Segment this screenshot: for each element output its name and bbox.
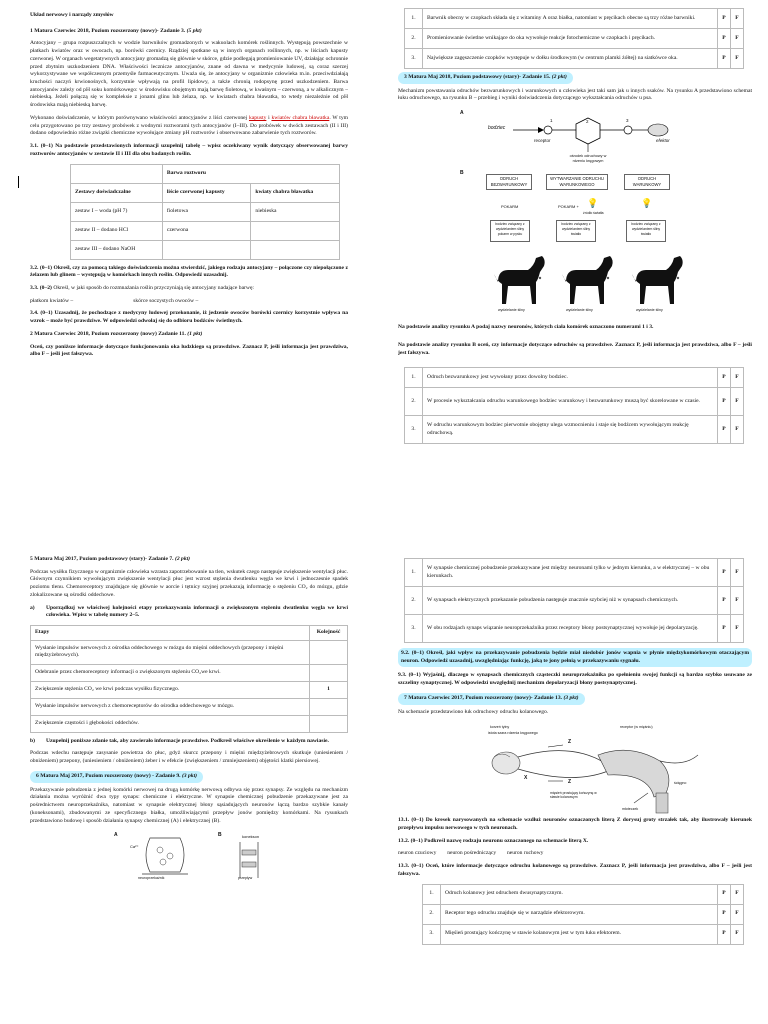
p-option[interactable]: P [718,416,731,444]
f-option[interactable]: F [731,904,744,924]
link-chabra[interactable]: kwiatów chabra bławatka [271,114,330,121]
answer-cell: 1 [310,681,348,698]
question-5b-text: Podczas wdechu następuje zasysanie powietrza do płuc, gdyż skurcz przepony i mięśni międzyżebrowych skutkuje (uniesieniem / obniżeniem) przepony, (uniesieniem / obniżeniem) żeber i w efekcie (zwiększeniem / zmniejszeniem) objętości klatki piersiowej. [30,750,348,765]
table-row: Zwiększenie częstości i głębokości oddechów. [31,715,348,732]
p-option[interactable]: P [718,29,731,49]
table-row: Zwiększenie stężenia CO₂ we krwi podczas wysiłku fizycznego. 1 [31,681,348,698]
page-top-left [30,8,348,513]
table-row: Wysłanie impulsów nerwowych z ośrodka oddechowego w mózgu do mięśni oddechowych (przepony i mięśni międzyżebrowych). [31,640,348,664]
f-option[interactable]: F [731,559,744,587]
figure-reflex-arc: A bodziec receptor efektor 1 2 3 ośrodek odruchowy w rdzeniu kręgowym [398,108,752,170]
section1-para1: Antocyjany – grupa rozpuszczalnych w wodzie barwników gromadzonych w wakuolach komórek roślinnych. Występują powszechnie w płatkach kwiatów oraz w owocach, np. borówki czernicy. Rządziej spotkane są w innych organach roślinnych, np. w liściach kapusty czerwonej. W organach wegetatywnych antocyjany gromadzą się głównie w skórce, gdzie podlegają promieniowanie UV, działając ochronnie przed zbytnim uszkodzeniem DNA. Właściwości lecznicze antocyjanów, znane od dawna w medycynie ludowej, są coraz szerzej wykorzystywane we współczesnym przemyśle farmaceutycznym. Uważa się, że antocyjany w organizmie człowieka m.in. przeciwdziałają kruchości naczyń krwionośnych, korzystnie wpływają na profil lipidowy, a także chronią rodopsynę przed uszkodzeniem. Barwa antocyjanów zależy od pH soku komórkowego: w środowisku obojętnym mają barwę fioletową, w kwaśnym – czerwoną, a w alkalicznym – niebieską. Jeżeli połączą się w kompleksie z jonami glinu lub żelaza, np. w kwiatach chabra bławatka, to wtedy niezależnie od pH środowiska mają niebieską barwę. [30,40,348,109]
table-row: 2. W procesie wykształcania odruchu warunkowego bodziec warunkowy i bezwarunkowy muszą być skorelowane w czasie. P F [405,388,744,416]
question-3-3-fill: płatkom kwiatów – skórce soczystych owoców – [30,297,199,304]
figure-a-label: A [460,110,464,117]
table-row: 3. W odruchu warunkowym bodziec pierwotnie obojętny ulega wzmocnieniu i staje się bodźcem wywołującym reakcję odruchową. P F [405,416,744,444]
table-row: 3. Największe zagęszczenie czopków występuje w dołku środkowym (w centrum plamki żółtej) na siatkówce oka. P F [405,49,744,69]
table-row: 1. Odruch kolanowy jest odruchem dwusynaptycznym. P F [423,884,744,904]
tf-table-eye [404,8,744,69]
f-option[interactable]: F [731,884,744,904]
table-row: 2. Receptor tego odruchu znajduje się w narządzie efektorowym. P F [423,904,744,924]
f-option[interactable]: F [731,615,744,643]
box-unconditioned: ODRUCH BEZWARUNKOWY [486,174,532,190]
table-row: Odebranie przez chemoreceptory informacji o zwiększonym stężeniu CO₂we krwi. [31,664,348,681]
question-13-2-options [398,850,752,858]
box-forming: WYTWARZANIE ODRUCHU WARUNKOWEGO [546,174,608,190]
table-etapy [30,625,348,733]
answer-cell[interactable] [310,715,348,732]
link-kapusty[interactable]: kapusty [248,114,267,121]
table-row: 3. Mięśień prostujący kończynę w stawie kolanowym jest w tym łuku efektorem. P F [423,924,744,944]
question-13-3: 13.3. (0–1) Oceń, które informacje dotyczące odruchu kolanowego są prawdziwe. Zaznacz P, jeśli informacja jest prawdziwa, albo F – jeśli jest fałszywa. [398,863,752,877]
p-option[interactable]: P [718,9,731,29]
question-3-2: 3.2. (0–1) Określ, czy za pomocą takiego doświadczenia można stwierdzić, jakiego rodzaju antocyjany – połączone czy niepołączone z żelazem lub glinem – występują w komórkach innych roślin. Odpowiedź uzasadnij. [30,264,348,279]
dog-silhouette [494,256,545,304]
f-option[interactable]: F [731,368,744,388]
answer-cell[interactable] [251,221,340,240]
figure-knee-reflex: korzeń tylny istota szara rdzenia kręgowego receptor (w mięśniu) młoteczek mięsień prostujący kończynę w stawie kolanowym ścięgno X Z Z [398,721,752,817]
section3-intro: Mechanizm powstawania odruchów bezwarunkowych i warunkowych u człowieka jest taki sam jak u innych ssaków. Na rysunku A przedstawiono schemat łuku odruchowego, na rysunku B – przebieg i wyniki doświadczenia dotyczącego wykształcania odruchów u psa. [398,87,752,102]
dogs-drawing [398,170,752,320]
question-9-3: 9.3. (0–1) Wyjaśnij, dlaczego w synapsach chemicznych cząsteczki neuroprzekaźnika po spełnieniu swojej funkcji są bardzo szybko usuwane ze szczeliny synaptycznej. W odpowiedzi uwzględnij mechanizm depolaryzacji błony postsynaptycznej. [398,672,752,687]
table-row: 3. W obu rodzajach synaps wiązanie neuroprzekaźnika przez receptory błony postsynaptycznej wywołuje jej depolaryzację. P F [405,615,744,643]
section6-para: Przekazywanie pobudzenia z jednej komórki nerwowej na drugą komórkę nerwową odbywa się przez synapsy. Ze względu na mechanizm działania można wyróżnić dwa typy synaps: chemiczne i elektryczne. W synapsie chemicznej pobudzenie przekazywane jest za pośrednictwem neuroprzekaźnika, natomiast w synapsie elektrycznej błony sąsiadujących neuronów łączą bardzo szybkie kanały (koneksonami), zbudowanymi ze specyficznego białka, umożliwiającymi przepływ jonów pomiędzy komórkami. Na rysunkach przedstawiono budowę i sposób działania synapsy chemicznej (A) i elektrycznej (B). [30,786,348,824]
answer-cell[interactable] [162,240,251,259]
question-9-2: 9.2. (0–1) Określ, jaki wpływ na przekazywanie pobudzenia będzie miał niedobór jonów wapnia w płynie międzykomórkowym otaczającym neuron. Odpowiedź uzasadnij, uwzględniając funkcję, jaką te jony pełnią w przekazywaniu sygnału. [398,648,752,667]
figure-conditioning: B ODRUCH BEZWARUNKOWY WYTWARZANIE ODRUCHU WARUNKOWEGO ODRUCH WARUNKOWY POKARM POKARM + 💡 💡 źródło światła bodziec związany z wydzielaniem śliny pokarm w pysku bodziec związany z wydzielaniem śliny światło bodziec związany z wydzielaniem śliny światło wydzielanie śliny wydzielanie śliny wydzielanie śliny [398,170,752,320]
section1-heading: 1 Matura Czerwiec 2018, Poziom rozszerzony (nowy)- Zadanie 3. (5 pkt) [30,27,202,34]
section6-heading: 6 Matura Maj 2017, Poziom rozszerzony (nowy) - Zadanie 9. (3 pkt) [30,771,203,783]
question-13-1: 13.1. (0–1) Do kresek narysowanych na schemacie wzdłuż neuronów oznaczonych literą Z dorysuj groty strzałek tak, aby ilustrowały kierunek przepływu impulsu nerwowego w tych neuronach. [398,817,752,832]
f-option[interactable]: F [731,416,744,444]
page-bottom-right [398,548,752,1024]
etapy-header: Etapy [31,626,310,641]
tf-table-reflex [404,367,744,444]
p-option[interactable]: P [718,368,731,388]
section1-para2: Wykonano doświadczenie, w którym porównywano właściwości antocyjanów z liści czerwonej kapusty i kwiatów chabra bławatka. W tym celu przygotowano po trzy zestawy probówek z wodnymi roztworami tych antocyjanów (I–III). Do probówek w dwóch zestawach (II i III) dodano odpowiednio różne związki chemiczne wywołujące zmiany pH roztworów i obserwowano zabarwienie tych roztworów. [30,114,348,137]
f-option[interactable]: F [731,587,744,615]
table-col3-header: kwiaty chabra bławatka [251,183,340,202]
lightbulb-icon: 💡 [587,198,599,209]
dog-silhouette [632,256,683,304]
knee-reflex-diagram [398,721,752,817]
p-option[interactable]: P [718,884,731,904]
table-row: zestaw I – woda (pH 7) fioletowa niebieska [71,202,340,221]
table-col1-header: Zestawy doświadczalne [71,183,163,202]
question-reflex-tf: Na podstawie analizy rysunku B oceń, czy informacje dotyczące odruchów są prawdziwe. Zaznacz P, jeśli informacja jest prawdziwa, albo F – jeśli jest fałszywa. [398,341,752,356]
table-row: 2. Promieniowanie świetlne wnikające do oka wywołuje reakcje fotochemiczne w czopkach i pręcikach. P F [405,29,744,49]
question-3-1: 3.1. (0–1) Na podstawie przedstawionych informacji uzupełnij tabelę – wpisz oczekiwany wynik dotyczący obserwowanej barwy roztworów antocyjanów w zestawie II i III dla obu badanych roślin. [30,143,348,157]
document-title: Układ nerwowy i narządy zmysłów [30,12,114,18]
table-row: Wysłanie impulsów nerwowych z chemoreceptorów do ośrodka oddechowego w mózgu. [31,698,348,715]
question-3-3: 3.3. (0–2) Określ, w jaki sposób do rozmnażania roślin przyczyniają się antocyjany nadające barwę: [30,284,254,291]
answer-cell[interactable] [310,640,348,664]
question-5a: a) Uporządkuj we właściwej kolejności etapy przekazywania informacji o zwiększonym stężeniu dwutlenku węgla we krwi człowieka. Wpisz w tabelę numery 2–5. [30,604,348,619]
table-3-1 [70,164,340,260]
tf-table-knee [422,884,744,945]
table-row: 1. Barwnik obecny w czopkach składa się z witaminy A oraz białka, natomiast w pręcikach obecne są trzy różne barwniki. P F [405,9,744,29]
text-cursor [18,176,19,188]
synapse-diagram [30,830,348,890]
answer-cell[interactable] [310,664,348,681]
f-option[interactable]: F [731,29,744,49]
page-top-right [398,8,752,513]
f-option[interactable]: F [731,49,744,69]
option-posredniczacy[interactable]: neuron pośredniczący [447,850,497,857]
page-bottom-left [30,548,348,1024]
p-option[interactable]: P [718,49,731,69]
dog-silhouette [562,256,613,304]
table-row: zestaw III – dodano NaOH [71,240,340,259]
section2-question: Oceń, czy poniższe informacje dotyczące funkcjonowania oka ludzkiego są prawdziwe. Zaznacz P, jeśli informacja jest prawdziwa, albo F – jeśli jest fałszywa. [30,343,348,358]
f-option[interactable]: F [731,388,744,416]
tf-table-synapse [404,558,744,643]
option-ruchowy[interactable]: neuron ruchowy [506,850,544,857]
answer-cell[interactable] [310,698,348,715]
lightbulb-icon: 💡 [641,198,653,209]
question-neuron-names: Na podstawie analizy rysunku A podaj nazwy neuronów, których ciała komórek oznaczono numerami 1 i 3. [398,324,654,331]
p-option[interactable]: P [718,924,731,944]
figure-synapses: A B Ca²⁺ konekson neuroprzekaźnik przepływ [30,830,348,890]
p-option[interactable]: P [718,615,731,643]
box-conditioned: ODRUCH WARUNKOWY [624,174,670,190]
section5-para: Podczas wysiłku fizycznego w organizmie człowieka wzrasta zapotrzebowanie na tlen, wskutek czego następuje zwiększenie wentylacji płuc. Głównym czynnikiem wywołującym zwiększenie wentylacji płuc jest wzrost stężenia dwutlenku węgla we krwi i jednoczesnie spadek poziomu tlenu. Chemoreceptory znajdujące się głównie w aorcie i tętnicy szyjnej przekazują informację o stężeniu CO₂ do mózgu, gdzie zlokalizowane są ośrodki oddechowe. [30,568,348,598]
section3-heading: 3 Matura Maj 2018, Poziom podstawowy (stary)- Zadanie 15. (2 pkt) [398,72,573,84]
table-row: 2. W synapsach elektrycznych przekazanie pobudzenia następuje znacznie szybciej niż w synapsach chemicznych. P F [405,587,744,615]
p-option[interactable]: P [718,559,731,587]
kolejnosc-header: Kolejność [310,626,348,641]
f-option[interactable]: F [731,924,744,944]
table-row: 1. Odruch bezwarunkowy jest wywołany przez dowolny bodziec. P F [405,368,744,388]
table-row: zestaw II – dodano HCl czerwona [71,221,340,240]
question-5b: b) Uzupełnij poniższe zdanie tak, aby zawierało informacje prawdziwe. Podkreśl właściwe określenie w każdym nawiasie. [30,737,329,744]
table-col2-header: liście czerwonej kapusty [162,183,251,202]
section5-heading: 5 Matura Maj 2017, Poziom podstawowy (stary)- Zadanie 7. (2 pkt) [30,556,191,562]
option-czuciowy[interactable]: neuron czuciowy [398,850,437,857]
section7-intro: Na schemacie przedstawiono łuk odruchowy odruchu kolanowego. [398,708,549,715]
p-option[interactable]: P [718,904,731,924]
p-option[interactable]: P [718,587,731,615]
table-row: 1. W synapsie chemicznej pobudzenie przekazywane jest między neuronami tylko w jednym kierunku, a w elektrycznej – w obu kierunkach. P F [405,559,744,587]
section7-heading: 7 Matura Czerwiec 2017, Poziom rozszerzony (nowy)- Zadanie 13. (3 pkt) [398,693,585,705]
f-option[interactable]: F [731,9,744,29]
question-13-2: 13.2. (0–1) Podkreśl nazwę rodzaju neuronu oznaczonego na schemacie literą X. [398,837,589,844]
answer-cell[interactable] [251,240,340,259]
p-option[interactable]: P [718,388,731,416]
table-group-header: Barwa roztworu [162,164,339,183]
section2-heading: 2 Matura Czerwiec 2018, Poziom rozszerzony (nowy) Zadanie 11. (1 pkt) [30,330,203,337]
question-3-4: 3.4. (0–1) Uzasadnij, że pochodzące z medycyny ludowej przekonanie, iż jedzenie owoców borówki czernicy korzystnie wpływa na wzrok – może być prawdziwe. W odpowiedzi odwołaj się do odbioru bodźców świetlnych. [30,310,348,325]
